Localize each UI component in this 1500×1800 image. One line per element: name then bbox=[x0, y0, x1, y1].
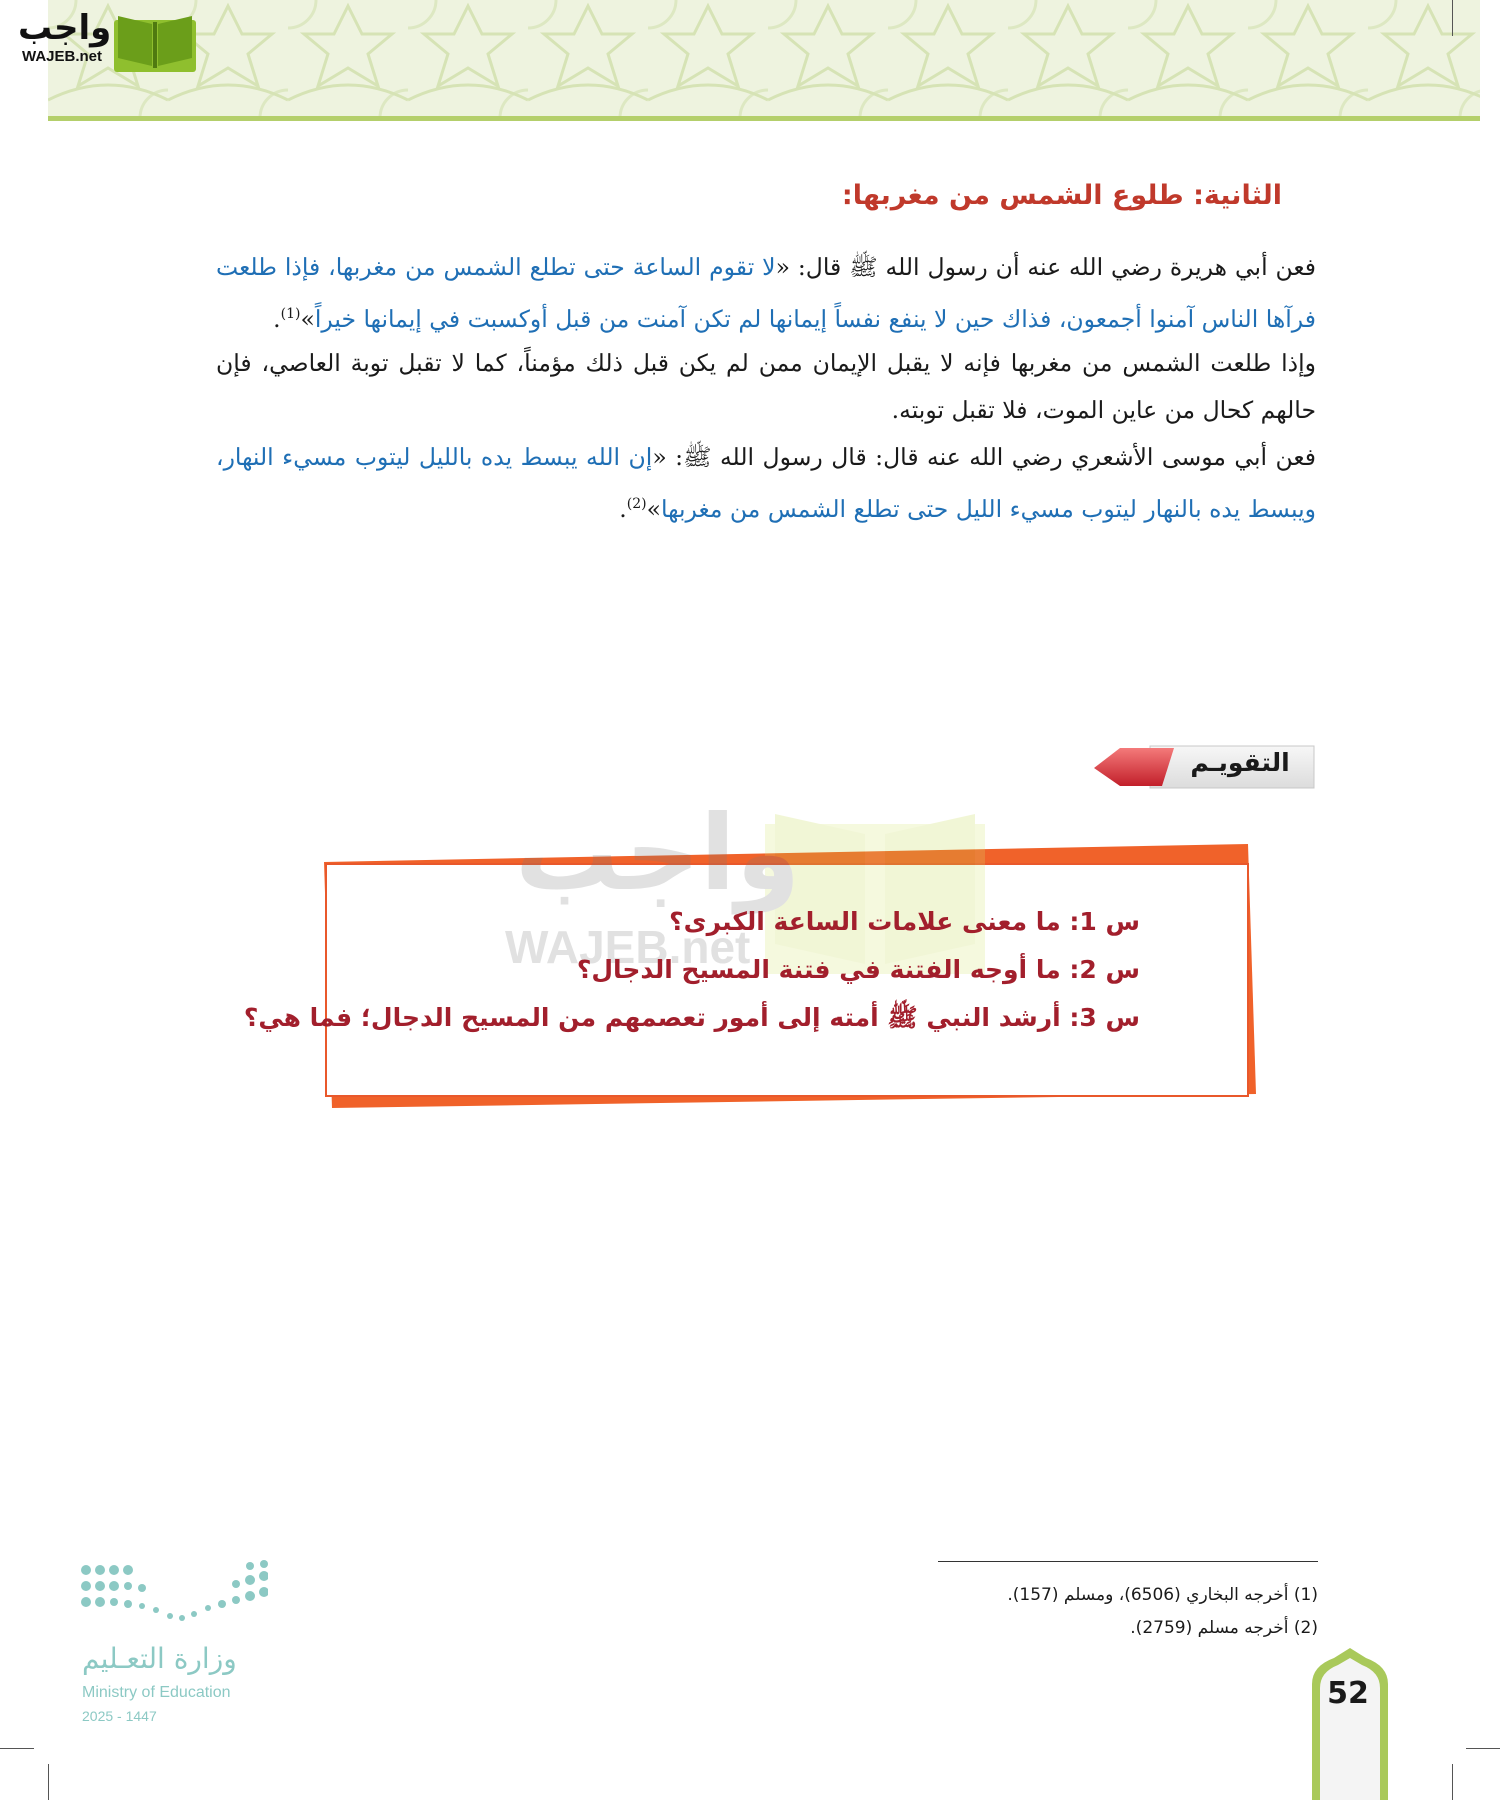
footnote-1: (1) أخرجه البخاري (6506)، ومسلم (157). bbox=[1007, 1585, 1318, 1605]
header-pattern bbox=[48, 0, 1480, 118]
footnote-2: (2) أخرجه مسلم (2759). bbox=[1130, 1618, 1318, 1638]
footnote-ref[interactable]: (2) bbox=[626, 496, 647, 512]
crop-mark bbox=[1452, 0, 1453, 36]
paragraph-hadith-2 bbox=[216, 434, 1316, 533]
sentence-end: . bbox=[273, 304, 281, 333]
footnote-ref[interactable]: (1) bbox=[280, 306, 301, 322]
sentence-end: . bbox=[619, 494, 627, 523]
question-3: س 3: أرشد النبي ﷺ أمته إلى أمور تعصمهم من المسيح الدجال؛ فما هي؟ bbox=[243, 1003, 1140, 1032]
footnote-divider bbox=[938, 1561, 1318, 1562]
crop-mark bbox=[1466, 1748, 1500, 1749]
ministry-logo bbox=[78, 1560, 298, 1730]
logo-text-ar: واجب bbox=[18, 8, 112, 48]
hadith-quote-end: » bbox=[646, 494, 661, 523]
ministry-dots-icon bbox=[78, 1560, 268, 1640]
section-title: الثانية: طلوع الشمس من مغربها: bbox=[841, 180, 1282, 211]
watermark-text-en: WAJEB.net bbox=[505, 921, 751, 973]
wajeb-logo[interactable] bbox=[10, 6, 190, 66]
paragraph-explanation: وإذا طلعت الشمس من مغربها فإنه لا يقبل الإيمان ممن لم يكن قبل ذلك مؤمناً، كما لا تقبل توبة العاصي، فإن حالهم كحال من عاين الموت، فلا تقبل توبته. bbox=[216, 349, 1316, 424]
header-divider bbox=[48, 116, 1480, 121]
crop-mark bbox=[0, 1748, 34, 1749]
crop-mark bbox=[1452, 1764, 1453, 1800]
page-number: 52 bbox=[1327, 1676, 1369, 1711]
evaluation-heading: التقويـم bbox=[1190, 748, 1290, 777]
hadith-intro: فعن أبي موسى الأشعري رضي الله عنه قال: قال رسول الله ﷺ: « bbox=[652, 443, 1317, 471]
ministry-name-ar: وزارة التعـليم bbox=[82, 1642, 237, 1675]
hadith-intro: فعن أبي هريرة رضي الله عنه أن رسول الله ﷺ قال: « bbox=[775, 253, 1316, 281]
hadith-quote-end: » bbox=[300, 304, 315, 333]
paragraph-hadith-1 bbox=[216, 244, 1316, 343]
questions-list bbox=[243, 898, 1140, 1042]
crop-mark bbox=[48, 1764, 49, 1800]
footnotes bbox=[718, 1579, 1318, 1645]
question-2: س 2: ما أوجه الفتنة في فتنة المسيح الدجال؟ bbox=[576, 955, 1140, 984]
watermark-text-ar: واجب bbox=[515, 792, 801, 914]
header-banner bbox=[48, 0, 1480, 118]
page-number-tab bbox=[1310, 1648, 1390, 1800]
book-icon bbox=[114, 10, 196, 72]
ministry-name-en: Ministry of Education bbox=[82, 1684, 231, 1701]
hadith-text: إن الله يبسط يده بالليل ليتوب مسيء النهار، ويبسط يده بالنهار ليتوب مسيء الليل حتى تطلع الشمس من مغربها bbox=[216, 443, 1316, 523]
hadith-text: لا تقوم الساعة حتى تطلع الشمس من مغربها، فإذا طلعت فرآها الناس آمنوا أجمعون، فذاك حين لا ينفع نفساً إيمانها لم تكن آمنت من قبل أوكسبت في إيمانها خيراً bbox=[216, 253, 1316, 333]
question-1: س 1: ما معنى علامات الساعة الكبرى؟ bbox=[669, 907, 1140, 936]
ministry-year: 2025 - 1447 bbox=[82, 1708, 157, 1724]
logo-text-en: WAJEB.net bbox=[22, 48, 103, 65]
